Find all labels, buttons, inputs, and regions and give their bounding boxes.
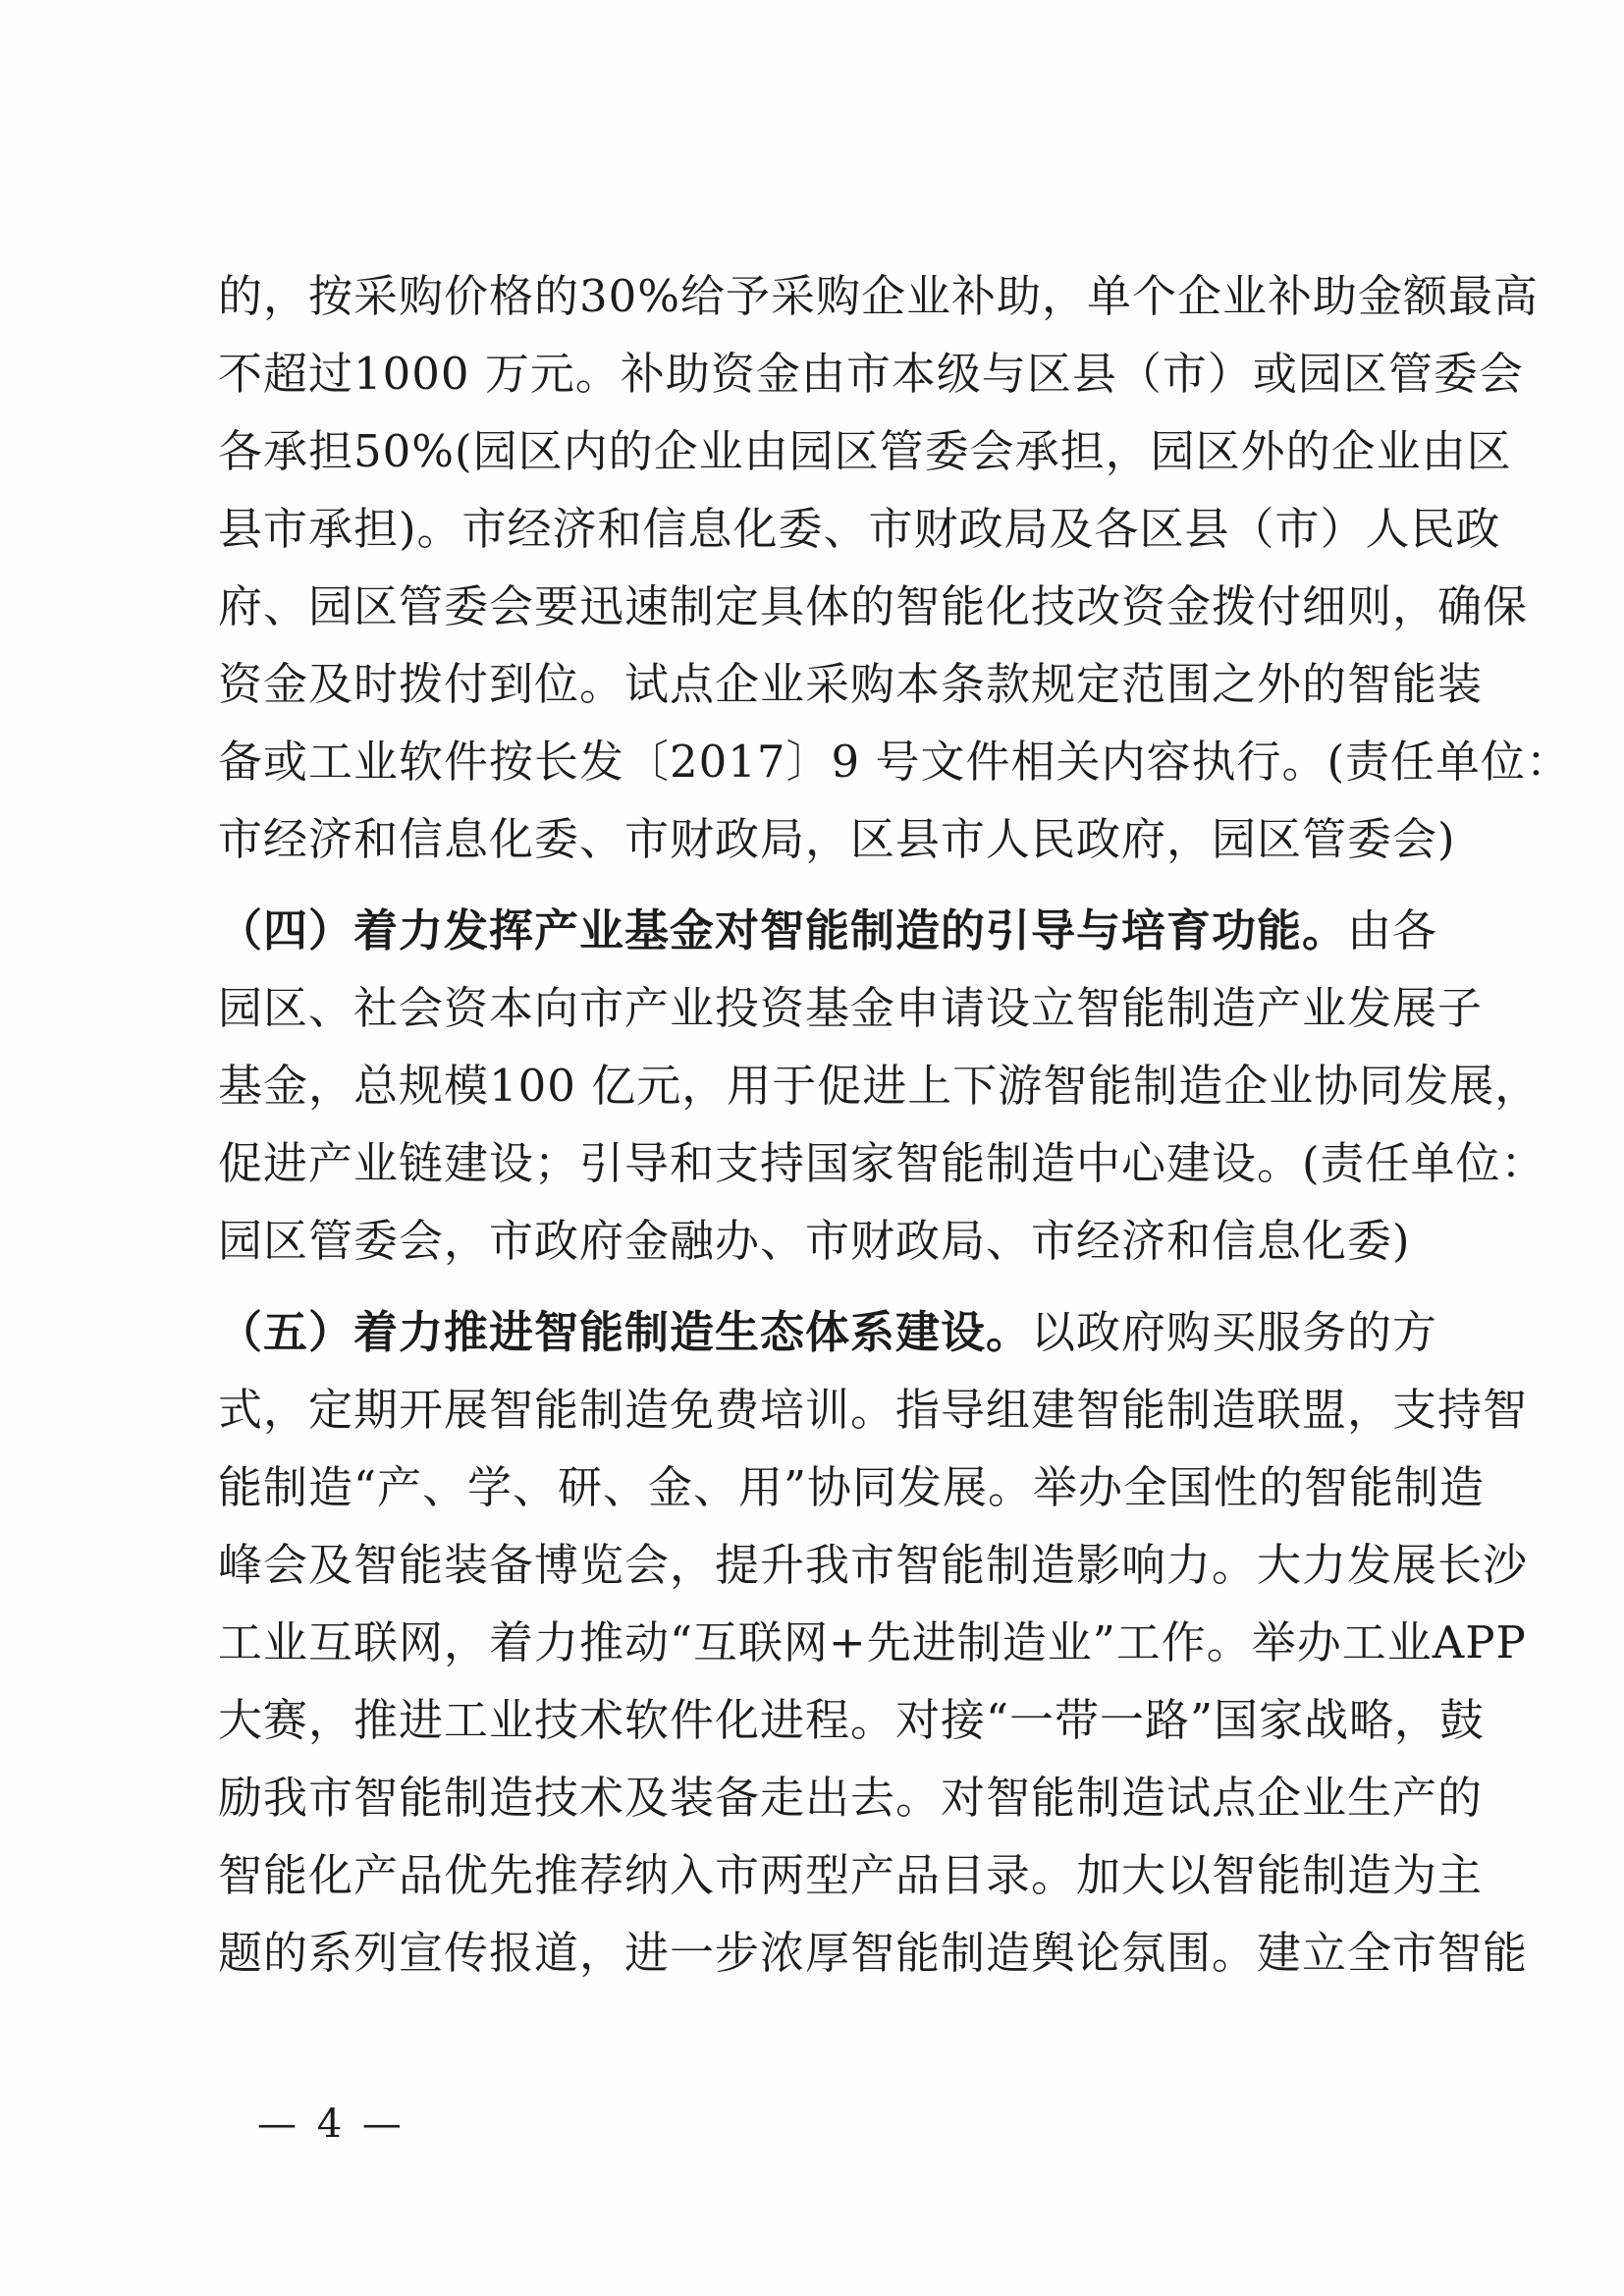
text-line: 促进产业链建设；引导和支持国家智能制造中心建设。(责任单位：	[218, 1137, 1546, 1189]
text-line: 市经济和信息化委、市财政局，区县市人民政府，园区管委会)	[218, 813, 1456, 865]
text-line: 励我市智能制造技术及装备走出去。对智能制造试点企业生产的	[218, 1772, 1484, 1824]
text-line: 大赛，推进工业技术软件化进程。对接“一带一路”国家战略，鼓	[218, 1694, 1486, 1746]
section-5-heading: （五）着力推进智能制造生态体系建设。	[218, 1306, 1032, 1358]
text-line: 府、园区管委会要迅速制定具体的智能化技改资金拨付细则，确保	[218, 580, 1529, 632]
section-4-heading-tail: 由各	[1347, 904, 1438, 957]
text-line: 能制造“产、学、研、金、用”协同发展。举办全国性的智能制造	[218, 1461, 1486, 1513]
text-line: 园区、社会资本向市产业投资基金申请设立智能制造产业发展子	[218, 982, 1484, 1034]
section-5-heading-line	[218, 1293, 1438, 1371]
text-line: 资金及时拨付到位。试点企业采购本条款规定范围之外的智能装	[218, 658, 1484, 710]
section-4-heading-line	[218, 892, 1438, 969]
text-line: 不超过1000 万元。补助资金由市本级与区县（市）或园区管委会	[218, 348, 1524, 400]
page-number: — 4 —	[257, 2102, 406, 2147]
text-line: 智能化产品优先推荐纳入市两型产品目录。加大以智能制造为主	[218, 1849, 1484, 1901]
text-line: 备或工业软件按长发〔2017〕9 号文件相关内容执行。(责任单位：	[218, 736, 1572, 788]
text-line: 的，按采购价格的30%给予采购企业补助，单个企业补助金额最高	[218, 270, 1540, 322]
section-5-heading-tail: 以政府购买服务的方	[1031, 1306, 1438, 1358]
text-line: 各承担50%(园区内的企业由园区管委会承担，园区外的企业由区	[218, 425, 1512, 477]
text-line: 峰会及智能装备博览会，提升我市智能制造影响力。大力发展长沙	[218, 1539, 1529, 1591]
text-line: 园区管委会，市政府金融办、市财政局、市经济和信息化委)	[218, 1215, 1411, 1267]
text-line: 县市承担)。市经济和信息化委、市财政局及各区县（市）人民政	[218, 503, 1501, 555]
text-line: 题的系列宣传报道，进一步浓厚智能制造舆论氛围。建立全市智能	[218, 1927, 1529, 1979]
body-text	[218, 257, 1572, 1992]
text-line: 式，定期开展智能制造免费培训。指导组建智能制造联盟，支持智	[218, 1384, 1529, 1436]
text-line: 基金，总规模100 亿元，用于促进上下游智能制造企业协同发展，	[218, 1060, 1541, 1112]
section-4-heading: （四）着力发挥产业基金对智能制造的引导与培育功能。	[218, 904, 1348, 957]
text-line: 工业互联网，着力推动“互联网+先进制造业”工作。举办工业APP	[218, 1616, 1527, 1668]
